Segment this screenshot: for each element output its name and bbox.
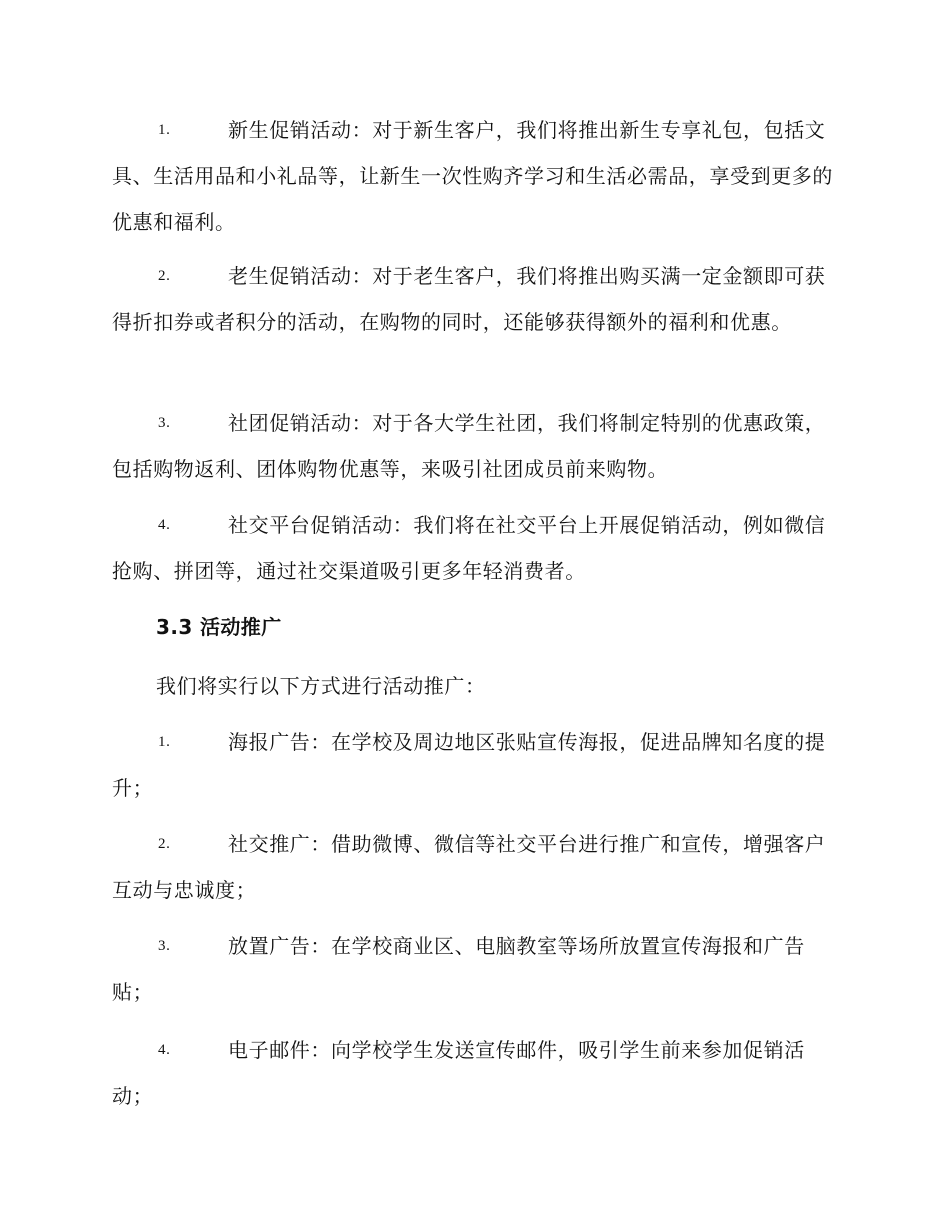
list-number: 1. — [158, 734, 171, 750]
list-text: 新生促销活动：对于新生客户，我们将推出新生专享礼包，包括文具、生活用品和小礼品等，让新生一次性购齐学习和生活必需品，享受到更多的优惠和福利。 — [112, 118, 833, 234]
list-item — [112, 502, 840, 594]
list-text: 社交推广：借助微博、微信等社交平台进行推广和宣传，增强客户互动与忠诚度； — [112, 832, 826, 902]
list-item — [112, 107, 840, 245]
list-item — [112, 400, 840, 492]
list-item — [112, 719, 840, 811]
list-text: 放置广告：在学校商业区、电脑教室等场所放置宣传海报和广告贴； — [112, 934, 805, 1004]
list-number: 2. — [158, 836, 171, 852]
list-text: 社团促销活动：对于各大学生社团，我们将制定特别的优惠政策，包括购物返利、团体购物优惠等，来吸引社团成员前来购物。 — [112, 411, 826, 481]
list-item — [112, 923, 840, 1015]
section-heading: 3.3 活动推广 — [156, 615, 282, 639]
list-item — [112, 253, 840, 345]
list-number: 4. — [158, 517, 171, 533]
list-item — [112, 821, 840, 913]
list-text: 电子邮件：向学校学生发送宣传邮件，吸引学生前来参加促销活动； — [112, 1038, 805, 1108]
list-number: 1. — [158, 122, 171, 138]
list-number: 2. — [158, 268, 171, 284]
list-item — [112, 1027, 840, 1119]
list-text: 海报广告：在学校及周边地区张贴宣传海报，促进品牌知名度的提升； — [112, 730, 826, 800]
list-number: 3. — [158, 415, 171, 431]
list-text: 社交平台促销活动：我们将在社交平台上开展促销活动，例如微信抢购、拼团等，通过社交渠道吸引更多年轻消费者。 — [112, 513, 826, 583]
section-intro: 我们将实行以下方式进行活动推广： — [156, 674, 486, 698]
list-number: 3. — [158, 938, 171, 954]
list-number: 4. — [158, 1042, 171, 1058]
list-text: 老生促销活动：对于老生客户，我们将推出购买满一定金额即可获得折扣券或者积分的活动，在购物的同时，还能够获得额外的福利和优惠。 — [112, 264, 826, 334]
